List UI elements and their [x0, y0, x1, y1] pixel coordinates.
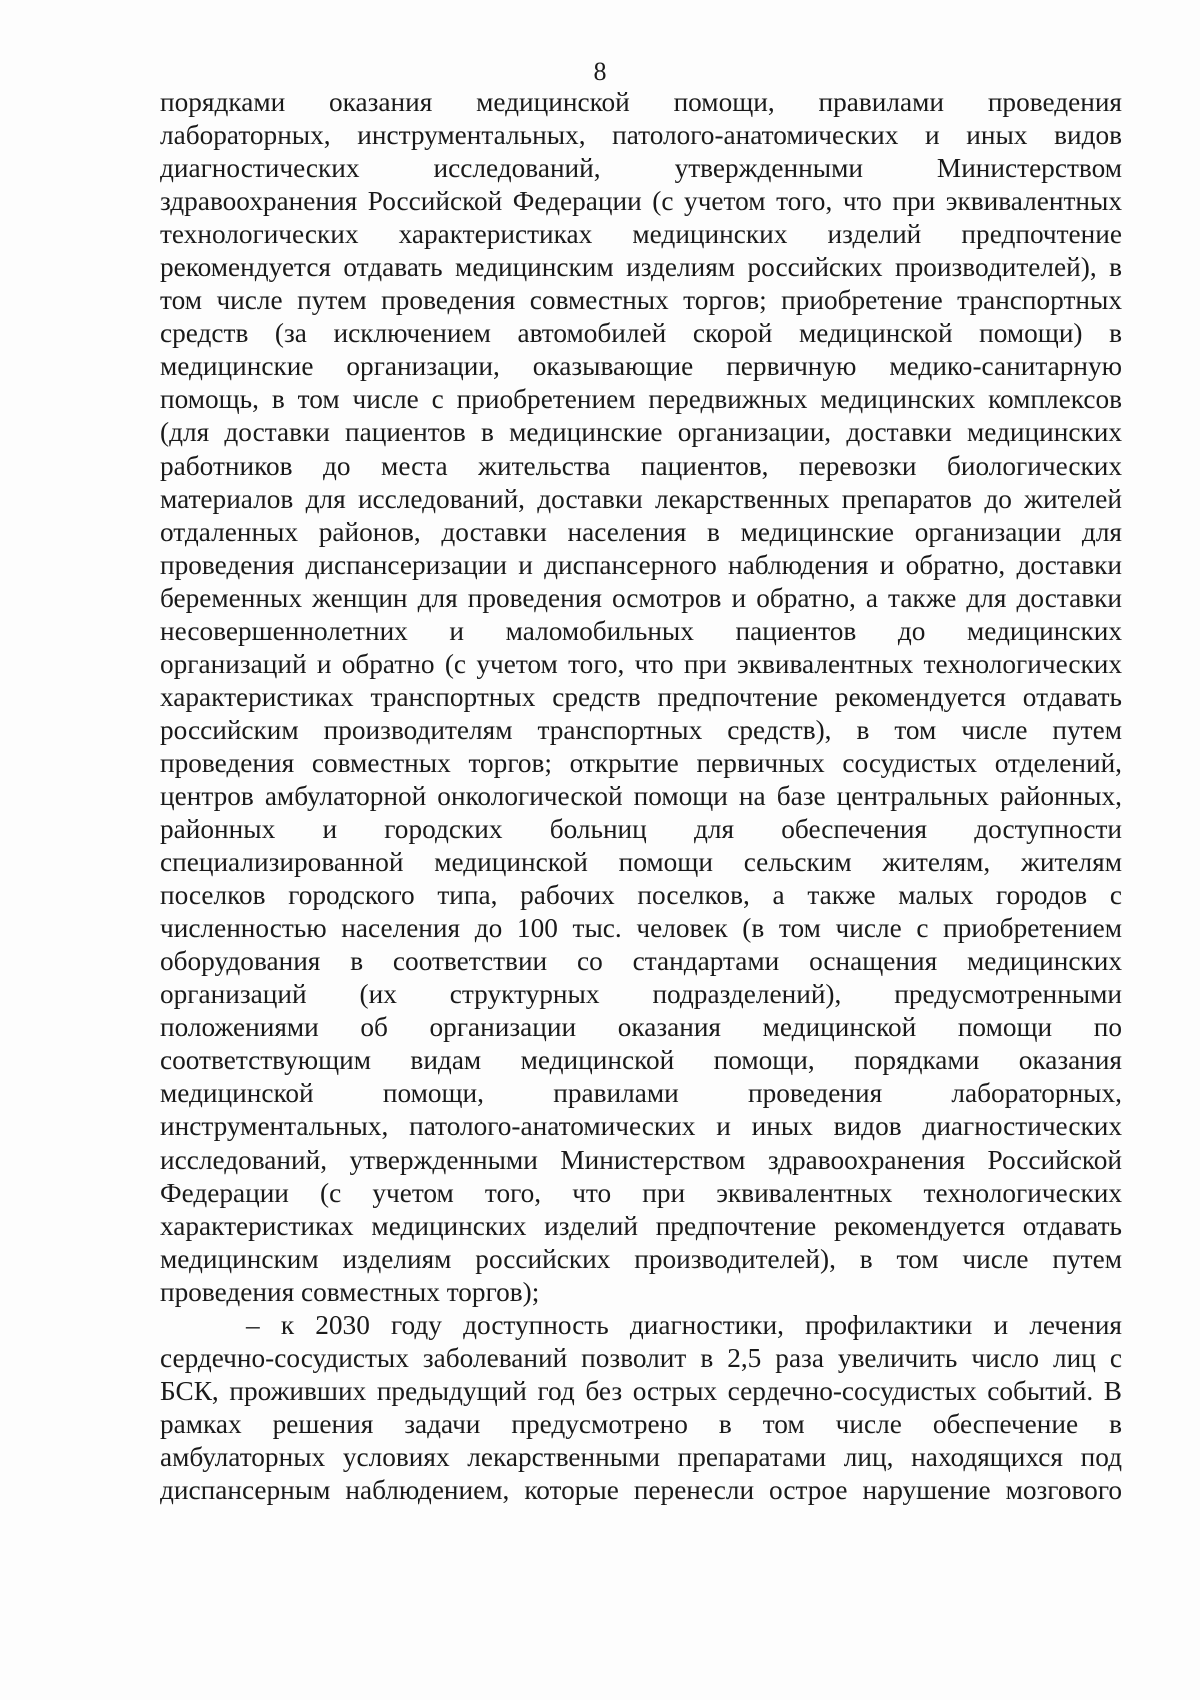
text-line: лабораторных, инструментальных, патолого-анатомических и иных видов [160, 120, 1122, 151]
text-line: помощь, в том числе с приобретением передвижных медицинских комплексов [160, 384, 1122, 415]
text-line: медицинской помощи, правилами проведения лабораторных, [160, 1078, 1122, 1109]
text-line: Федерации (с учетом того, что при эквивалентных технологических [160, 1177, 1122, 1208]
text-line: отдаленных районов, доставки населения в медицинские организации для [160, 516, 1122, 547]
text-line: медицинским изделиям российских производителей), в том числе путем [160, 1243, 1122, 1274]
text-line: беременных женщин для проведения осмотров и обратно, а также для доставки [160, 582, 1122, 613]
page-number: 8 [593, 57, 607, 86]
text-line: характеристиках медицинских изделий предпочтение рекомендуется отдавать [160, 1210, 1122, 1241]
text-line: диспансерным наблюдением, которые перенесли острое нарушение мозгового [160, 1474, 1122, 1505]
text-line: проведения совместных торгов; открытие первичных сосудистых отделений, [160, 747, 1122, 778]
text-line: диагностических исследований, утвержденными Министерством [160, 153, 1122, 184]
text-line: проведения диспансеризации и диспансерного наблюдения и обратно, доставки [160, 549, 1122, 580]
text-line: материалов для исследований, доставки лекарственных препаратов до жителей [160, 483, 1122, 514]
text-line: районных и городских больниц для обеспечения доступности [160, 814, 1122, 845]
text-line: численностью населения до 100 тыс. человек (в том числе с приобретением [160, 913, 1122, 944]
text-line: амбулаторных условиях лекарственными препаратами лиц, находящихся под [160, 1441, 1122, 1472]
text-line: (для доставки пациентов в медицинские организации, доставки медицинских [160, 417, 1122, 448]
text-line: БСК, проживших предыдущий год без острых сердечно-сосудистых событий. В [160, 1375, 1122, 1406]
text-line: положениями об организации оказания медицинской помощи по [160, 1012, 1122, 1043]
text-line: организаций и обратно (с учетом того, что при эквивалентных технологических [160, 648, 1122, 679]
text-line: инструментальных, патолого-анатомических и иных видов диагностических [160, 1111, 1122, 1142]
text-line: рекомендуется отдавать медицинским изделиям российских производителей), в [160, 252, 1122, 283]
text-line: специализированной медицинской помощи сельским жителям, жителям [160, 847, 1122, 878]
text-line: работников до места жительства пациентов, перевозки биологических [160, 450, 1122, 481]
text-line: несовершеннолетних и маломобильных пациентов до медицинских [160, 615, 1122, 646]
text-line: порядками оказания медицинской помощи, правилами проведения [160, 87, 1122, 117]
text-line: оборудования в соответствии со стандартами оснащения медицинских [160, 946, 1122, 977]
text-line: российским производителям транспортных средств), в том числе путем [160, 714, 1122, 745]
text-line: технологических характеристиках медицинских изделий предпочтение [160, 219, 1122, 250]
text-line: исследований, утвержденными Министерством здравоохранения Российской [160, 1144, 1122, 1175]
text-line: соответствующим видам медицинской помощи, порядками оказания [160, 1045, 1122, 1076]
text-line: проведения совместных торгов); [160, 1276, 540, 1307]
text-line: сердечно-сосудистых заболеваний позволит в 2,5 раза увеличить число лиц с [160, 1342, 1122, 1373]
text-line: средств (за исключением автомобилей скорой медицинской помощи) в [160, 318, 1122, 349]
text-line: центров амбулаторной онкологической помощи на базе центральных районных, [160, 780, 1122, 811]
body-text [160, 86, 1122, 1507]
text-line: организаций (их структурных подразделений), предусмотренными [160, 979, 1122, 1010]
text-line: поселков городского типа, рабочих поселков, а также малых городов с [160, 880, 1122, 911]
list-item-line: – к 2030 году доступность диагностики, профилактики и лечения [246, 1309, 1122, 1340]
text-line: здравоохранения Российской Федерации (с учетом того, что при эквивалентных [160, 186, 1122, 217]
text-line: рамках решения задачи предусмотрено в том числе обеспечение в [160, 1408, 1122, 1439]
text-line: характеристиках транспортных средств предпочтение рекомендуется отдавать [160, 681, 1122, 712]
text-line: медицинские организации, оказывающие первичную медико-санитарную [160, 351, 1122, 382]
text-line: том числе путем проведения совместных торгов; приобретение транспортных [160, 285, 1122, 316]
